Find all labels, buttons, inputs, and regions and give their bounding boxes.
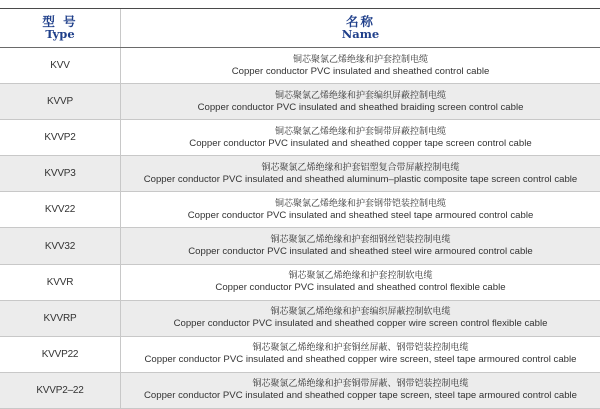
type-header-en: Type — [45, 27, 75, 41]
name-cn: 铜芯聚氯乙烯绝缘和护套细钢丝铠装控制电缆 — [270, 235, 451, 246]
type-code: KVVP — [47, 96, 73, 108]
name-cn: 铜芯聚氯乙烯绝缘和护套钢带铠装控制电缆 — [274, 198, 446, 209]
type-code: KVV32 — [44, 240, 76, 252]
type-code: KVVP2–22 — [36, 384, 84, 396]
name-en: Copper conductor PVC insulated and sheathed copper wire screen control flexible cable — [173, 318, 548, 330]
type-cell — [0, 192, 121, 227]
table-row — [0, 156, 600, 192]
name-cell — [121, 265, 600, 300]
cable-type-table — [0, 8, 600, 409]
name-en: Copper conductor PVC insulated and sheathed copper wire screen, steel tape armoured control cable — [144, 354, 577, 366]
type-cell — [0, 48, 121, 83]
type-cell — [0, 156, 121, 191]
type-code: KVVP3 — [44, 168, 76, 180]
table-row — [0, 84, 600, 120]
name-en: Copper conductor PVC insulated and sheathed aluminum–plastic composite tape screen control cable — [143, 173, 578, 185]
type-code: KVV — [50, 60, 70, 72]
name-column-header — [121, 9, 600, 47]
name-en: Copper conductor PVC insulated and sheathed control cable — [231, 65, 490, 77]
name-cell — [121, 156, 600, 191]
type-code: KVVRP — [43, 312, 77, 324]
name-cn: 铜芯聚氯乙烯绝缘和护套铜丝屏蔽、钢带铠装控制电缆 — [252, 343, 469, 354]
table-row — [0, 301, 600, 337]
type-code: KVVP22 — [41, 348, 79, 360]
name-cell — [121, 120, 600, 155]
name-cell — [121, 228, 600, 263]
table-row — [0, 120, 600, 156]
type-cell — [0, 301, 121, 336]
type-cell — [0, 228, 121, 263]
type-cell — [0, 84, 121, 119]
name-cn: 铜芯聚氯乙烯绝缘和护套铜带屏蔽、钢带铠装控制电缆 — [252, 379, 469, 390]
name-cn: 铜芯聚氯乙烯绝缘和护套编织屏蔽控制软电缆 — [270, 307, 451, 318]
table-header-row — [0, 9, 600, 48]
table-row — [0, 228, 600, 264]
type-cell — [0, 265, 121, 300]
name-cn: 铜芯聚氯乙烯绝缘和护套铝塑复合带屏蔽控制电缆 — [261, 162, 460, 173]
name-cn: 铜芯聚氯乙烯绝缘和护套铜带屏蔽控制电缆 — [274, 126, 446, 137]
table-body — [0, 48, 600, 409]
name-cn: 铜芯聚氯乙烯绝缘和护套控制电缆 — [292, 54, 428, 65]
type-code: KVV22 — [44, 204, 76, 216]
name-cell — [121, 84, 600, 119]
type-cell — [0, 373, 121, 408]
name-cell — [121, 301, 600, 336]
name-en: Copper conductor PVC insulated and sheathed steel tape armoured control cable — [187, 209, 534, 221]
name-cell — [121, 192, 600, 227]
name-en: Copper conductor PVC insulated and sheathed control flexible cable — [215, 282, 506, 294]
table-row — [0, 48, 600, 84]
name-en: Copper conductor PVC insulated and sheathed copper tape screen control cable — [189, 137, 532, 149]
type-cell — [0, 337, 121, 372]
name-cn: 铜芯聚氯乙烯绝缘和护套编织屏蔽控制电缆 — [274, 90, 446, 101]
name-cell — [121, 337, 600, 372]
type-code: KVVP2 — [44, 132, 76, 144]
type-code: KVVR — [46, 276, 74, 288]
table-row — [0, 192, 600, 228]
name-cell — [121, 373, 600, 408]
name-en: Copper conductor PVC insulated and sheathed steel wire armoured control cable — [188, 246, 533, 258]
name-header-en: Name — [341, 27, 380, 41]
table-row — [0, 373, 600, 409]
name-cn: 铜芯聚氯乙烯绝缘和护套控制软电缆 — [288, 271, 433, 282]
type-cell — [0, 120, 121, 155]
type-header-cn: 型 号 — [42, 14, 78, 29]
name-header-cn: 名称 — [345, 14, 375, 29]
table-row — [0, 337, 600, 373]
name-cell — [121, 48, 600, 83]
type-column-header — [0, 9, 121, 47]
name-en: Copper conductor PVC insulated and sheathed copper tape screen, steel tape armoured control cable — [143, 390, 578, 402]
name-en: Copper conductor PVC insulated and sheathed braiding screen control cable — [197, 101, 524, 113]
table-row — [0, 265, 600, 301]
